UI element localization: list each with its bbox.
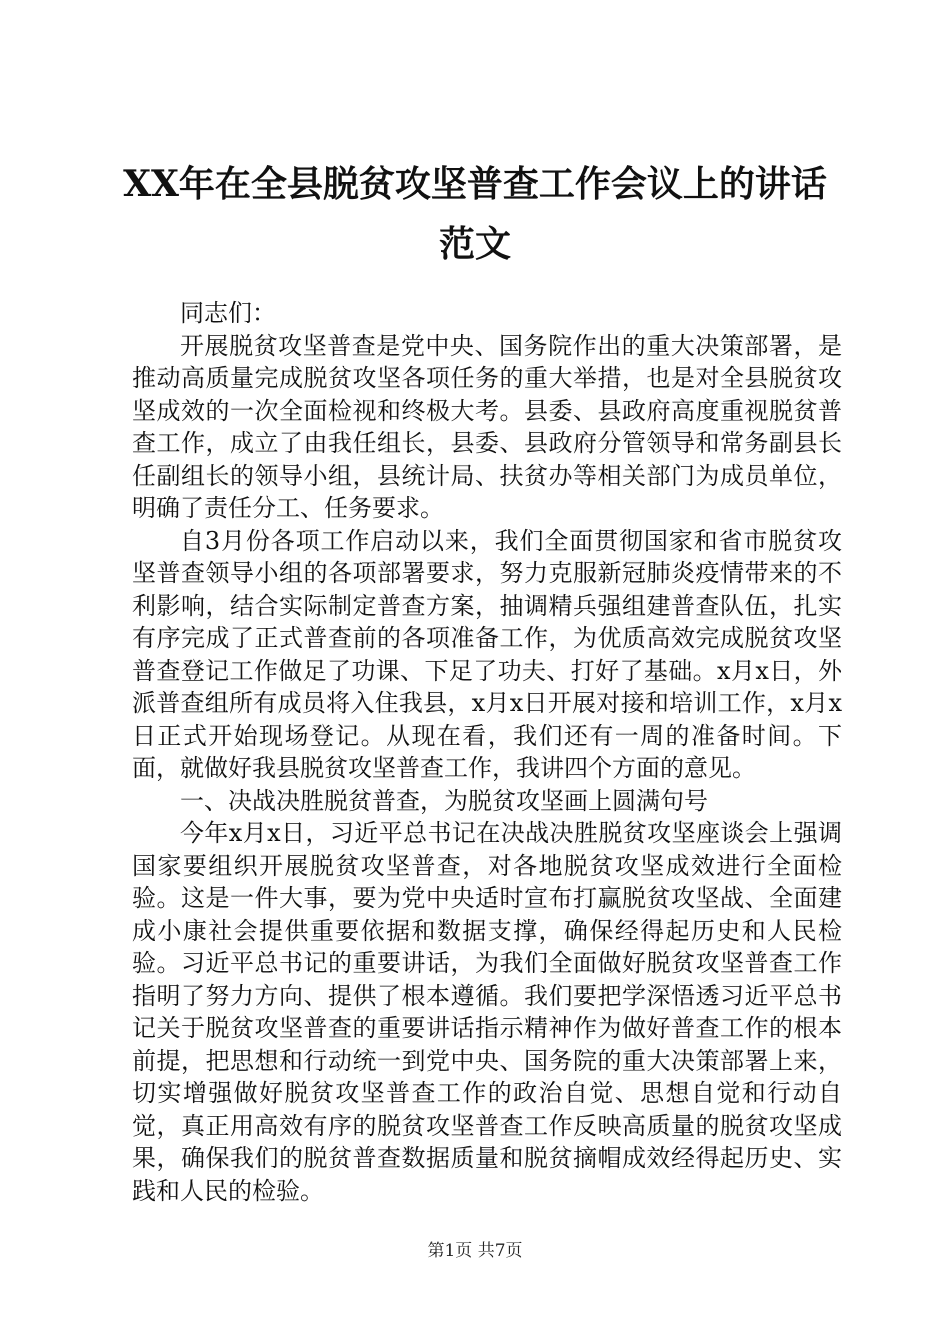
document-title-line1: XX年在全县脱贫攻坚普查工作会议上的讲话 bbox=[123, 163, 827, 205]
body-paragraph-3: 今年x月x日，习近平总书记在决战决胜脱贫攻坚座谈会上强调国家要组织开展脱贫攻坚普查，对各地脱贫攻坚成效进行全面检验。这是一件大事，要为党中央适时宣布打赢脱贫攻坚战、全面建成小康社会提供重要依据和数据支撑，确保经得起历史和人民检验。习近平总书记的重要讲话，为我们全面做好脱贫攻坚普查工作指明了努力方向、提供了根本遵循。我们要把学深悟透习近平总书记关于脱贫攻坚普查的重要讲话指示精神作为做好普查工作的根本前提，把思想和行动统一到党中央、国务院的重大决策部署上来，切实增强做好脱贫攻坚普查工作的政治自觉、思想自觉和行动自觉，真正用高效有序的脱贫攻坚普查工作反映高质量的脱贫攻坚成果，确保我们的脱贫普查数据质量和脱贫摘帽成效经得起历史、实践和人民的检验。 bbox=[132, 819, 842, 1205]
body-paragraph-1: 开展脱贫攻坚普查是党中央、国务院作出的重大决策部署，是推动高质量完成脱贫攻坚各项任务的重大举措，也是对全县脱贫攻坚成效的一次全面检视和终极大考。县委、县政府高度重视脱贫普查工作，成立了由我任组长，县委、县政府分管领导和常务副县长任副组长的领导小组，县统计局、扶贫办等相关部门为成员单位，明确了责任分工、任务要求。 bbox=[132, 331, 842, 522]
document-body bbox=[132, 297, 842, 1207]
section-heading-1: 一、决战决胜脱贫普查，为脱贫攻坚画上圆满句号 bbox=[180, 786, 708, 815]
page-footer: 第1页 共7页 bbox=[427, 1241, 523, 1261]
body-paragraph-2: 自3月份各项工作启动以来，我们全面贯彻国家和省市脱贫攻坚普查领导小组的各项部署要求，努力克服新冠肺炎疫情带来的不利影响，结合实际制定普查方案，抽调精兵强组建普查队伍，扎实有序完成了正式普查前的各项准备工作，为优质高效完成脱贫攻坚普查登记工作做足了功课、下足了功夫、打好了基础。x月x日，外派普查组所有成员将入住我县，x月x日开展对接和培训工作，x月x日正式开始现场登记。从现在看，我们还有一周的准备时间。下面，就做好我县脱贫攻坚普查工作，我讲四个方面的意见。 bbox=[132, 526, 842, 782]
greeting-paragraph: 同志们： bbox=[180, 299, 276, 327]
document-title-line2: 范文 bbox=[438, 223, 511, 265]
